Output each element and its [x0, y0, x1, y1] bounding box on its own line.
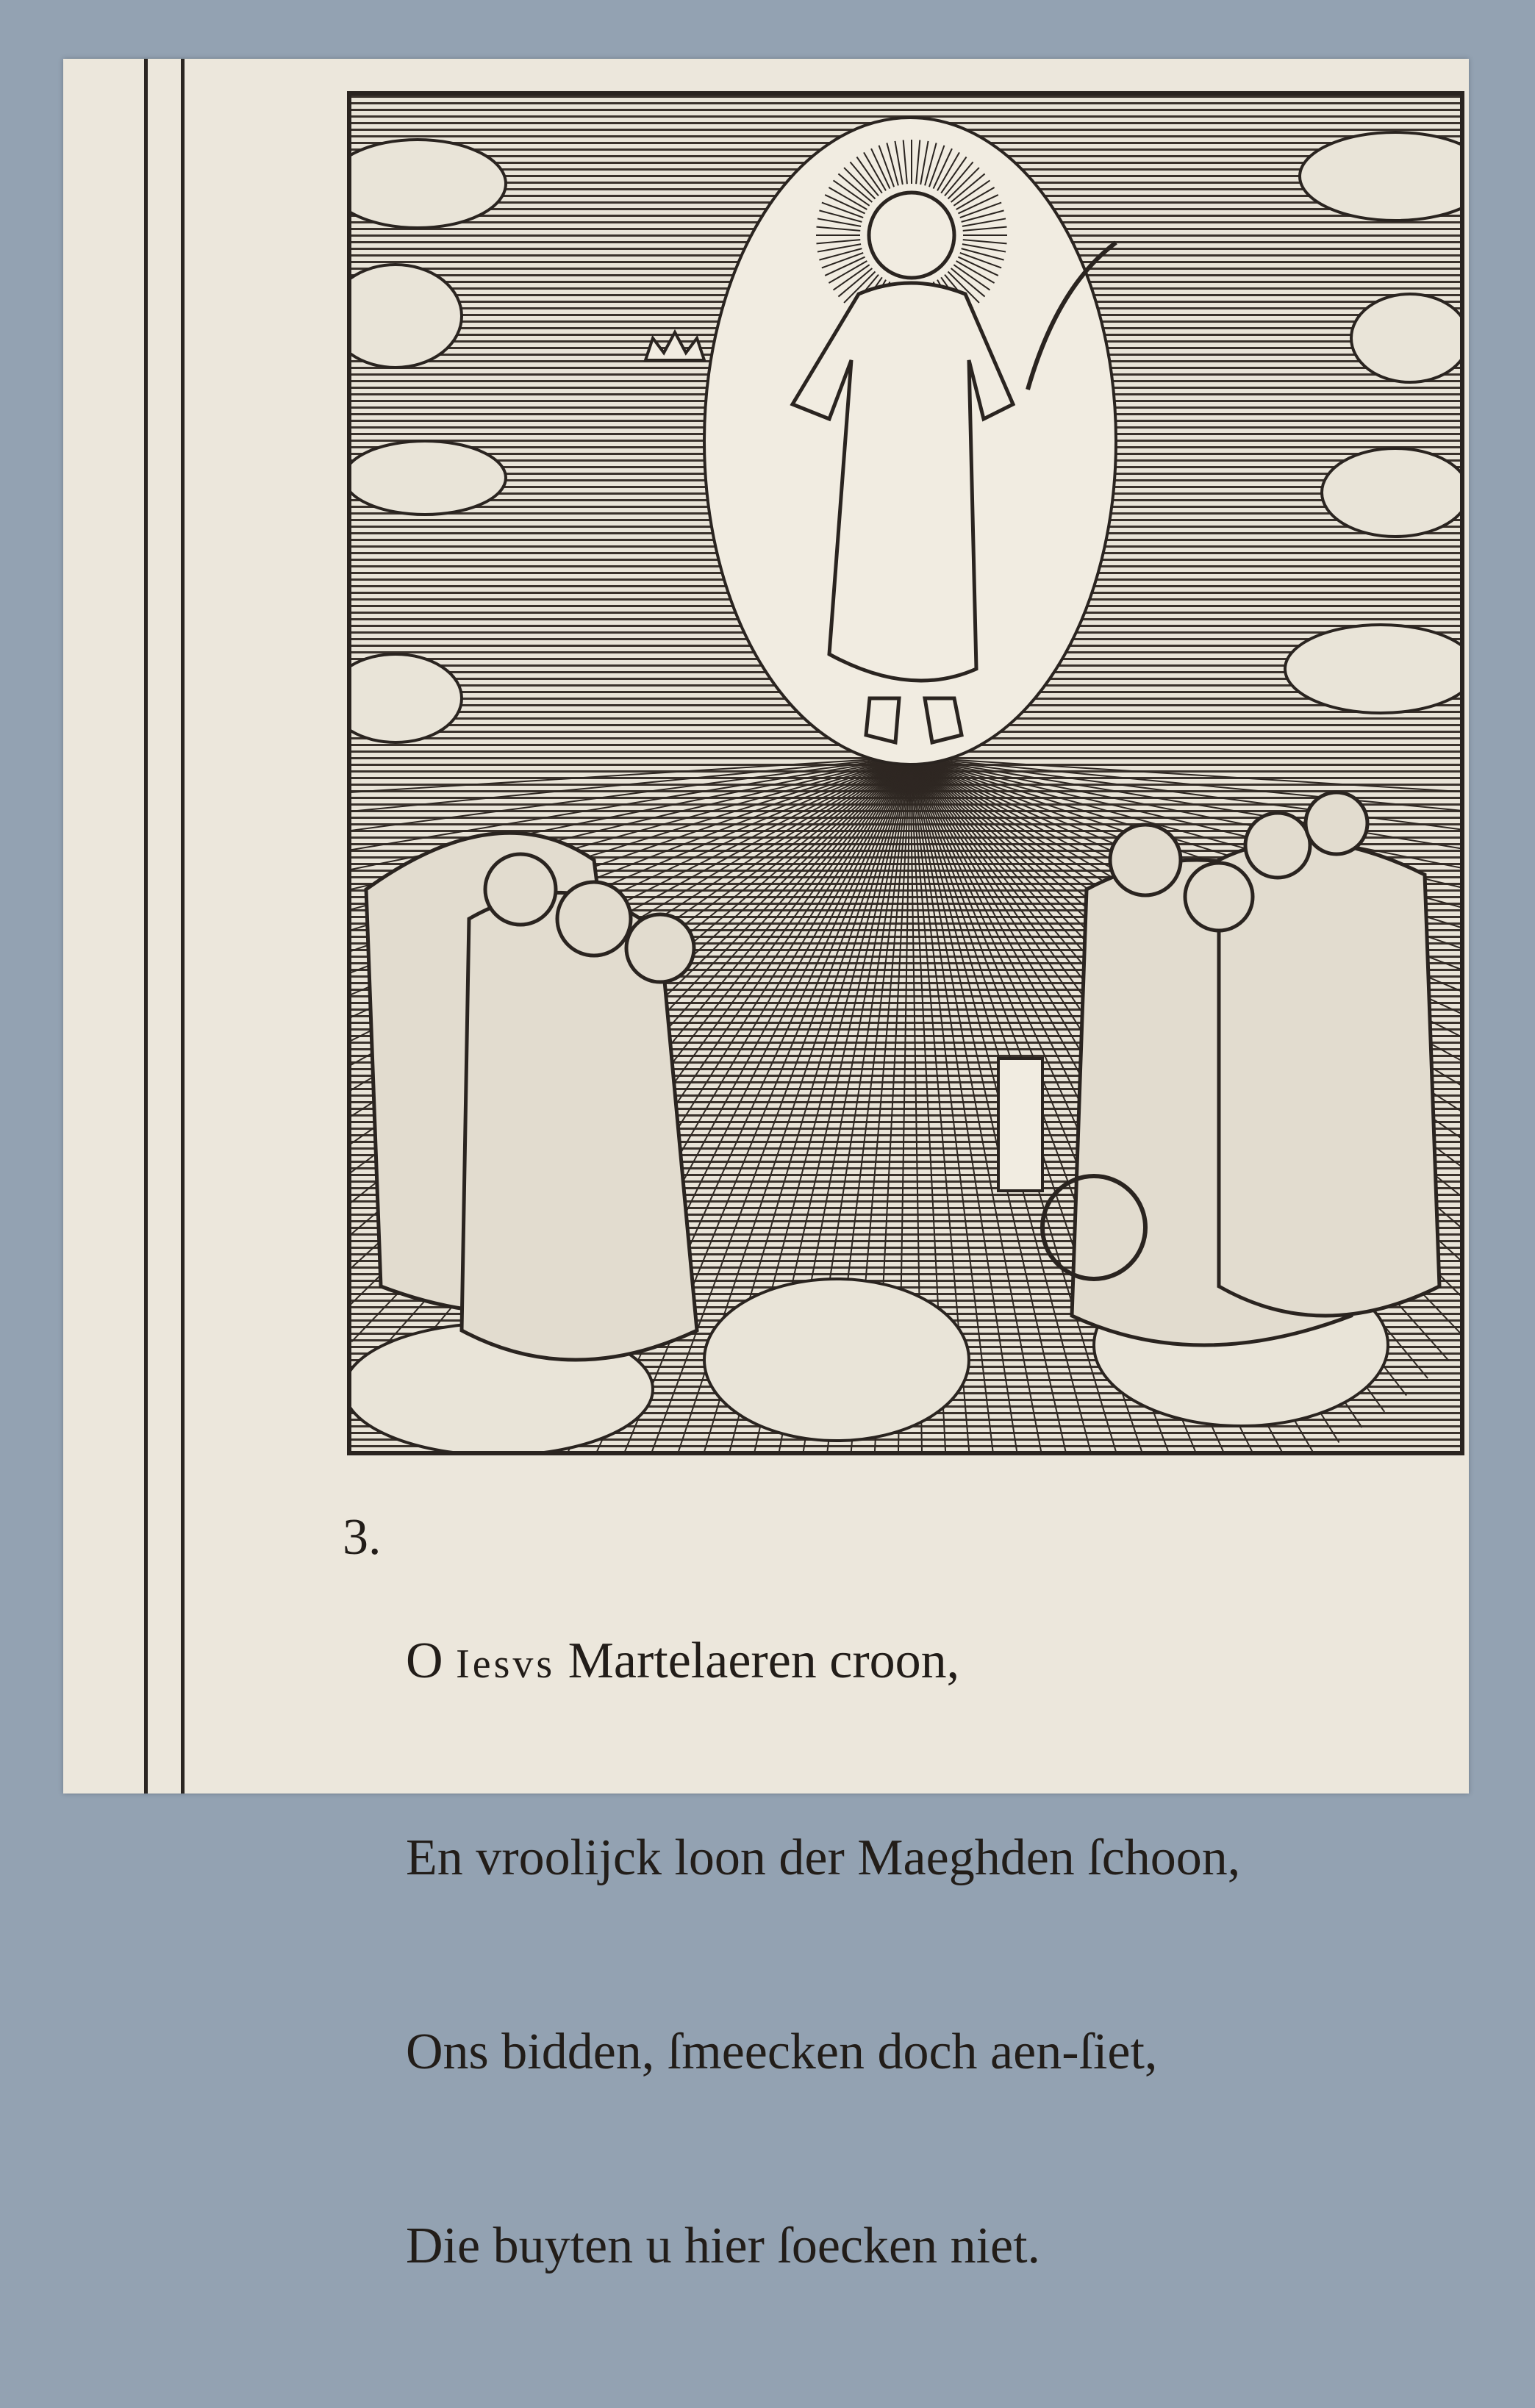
verse-line-3: Ons bidden, ſmeecken doch aen-ſiet,	[406, 2024, 1158, 2080]
virgin-martyrs-group	[1072, 792, 1439, 1345]
verse-line-2: En vroolijck loon der Maeghden ſchoon,	[406, 1830, 1241, 1886]
verse-line-1: O Iesvs Martelaeren croon,	[406, 1633, 960, 1689]
tower-attribute	[998, 1058, 1042, 1191]
verse-line-4: Die buyten u hier ſoecken niet.	[406, 2218, 1041, 2274]
margin-rule-right	[181, 59, 185, 1794]
woodcut-illustration	[347, 91, 1464, 1455]
margin-rule-left	[144, 59, 148, 1794]
verse-number: 3.	[343, 1509, 382, 1566]
woodcut-svg	[351, 96, 1460, 1451]
verse-lines	[406, 1499, 1240, 2408]
print-paper	[63, 59, 1469, 2274]
